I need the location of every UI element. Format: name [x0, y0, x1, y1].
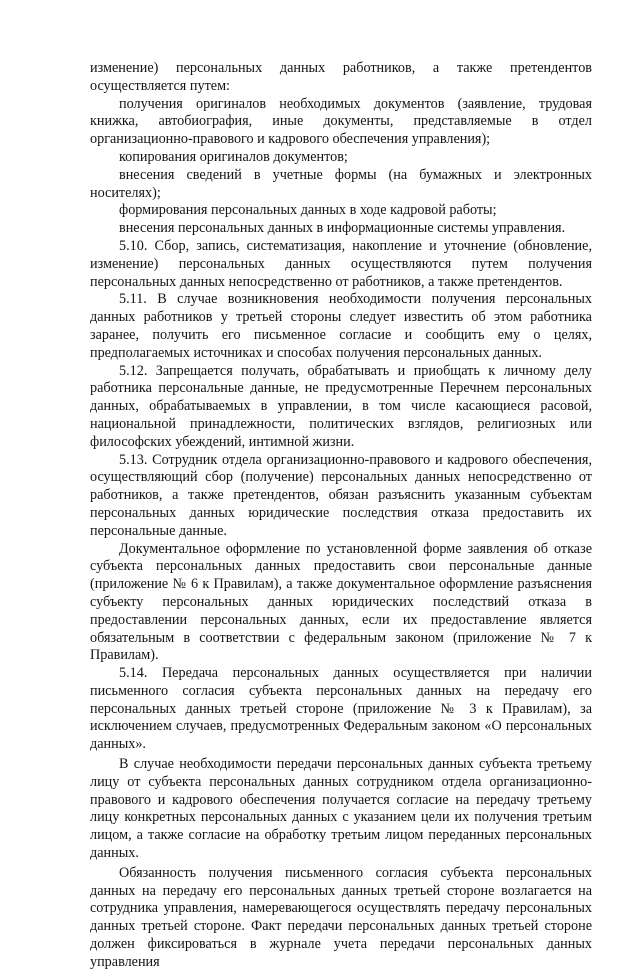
- clause-5-14: 5.14. Передача персональных данных осуществляется при наличии письменного согласия субъекта персональных данных на передачу его персональных данных третьей стороне (приложение № 3 к Правилам), за исключением случаев, предусмотренных Федеральным законом «О персональных данных».: [90, 665, 592, 753]
- list-item-forms: внесения сведений в учетные формы (на бумажных и электронных носителях);: [90, 166, 592, 201]
- list-item-hr-work: формирования персональных данных в ходе кадровой работы;: [119, 202, 497, 219]
- clause-5-10: 5.10. Сбор, запись, систематизация, накопление и уточнение (обновление, изменение) персональных данных осуществляются путем получения персональных данных непосредственно от работников, а также претендентов.: [90, 237, 592, 290]
- paragraph-continuation: изменение) персональных данных работников, а также претендентов осуществляется путем:: [90, 60, 592, 94]
- paragraph-documentation: Документальное оформление по установленной форме заявления об отказе субъекта персональных данных предоставить свои персональные данные (приложение № 6 к Правилам), а также документальное оформление разъяснения субъекту персональных данных юридических последствий отказа в предоставлении персональных данных, если их предоставление является обязательным в соответствии с федеральным законом (приложение № 7 к Правилам).: [90, 540, 592, 664]
- list-item-info-systems: внесения персональных данных в информационные системы управления.: [119, 220, 566, 237]
- list-item-originals: получения оригиналов необходимых документов (заявление, трудовая книжка, автобиография, иные документы, представляемые в отдел организационно-правового и кадрового обеспечения управления);: [90, 95, 592, 148]
- paragraph-consent-obligation: Обязанность получения письменного согласия субъекта персональных данных на передачу его персональных данных третьей стороне возлагается на сотрудника управления, намеревающегося осуществлять передачу персональных данных третьей стороне. Факт передачи персональных данных третьей стороне должен фиксироваться в журнале учета передачи персональных данных управления: [90, 864, 592, 970]
- clause-5-12: 5.12. Запрещается получать, обрабатывать и приобщать к личному делу работника персональные данные, не предусмотренные Перечнем персональных данных, обрабатываемых в управлении, в том числе касающиеся расовой, национальной принадлежности, политических взглядов, религиозных или философских убеждений, интимной жизни.: [90, 362, 592, 450]
- paragraph-third-party-transfer: В случае необходимости передачи персональных данных субъекта третьему лицу от субъекта персональных данных сотрудником отдела организационно-правового и кадрового обеспечения получается согласие на передачу третьему лицу конкретных персональных данных с указанием цели их получения третьим лицом, а также согласие на обработку третьим лицом переданных персональных данных.: [90, 756, 592, 862]
- clause-5-11: 5.11. В случае возникновения необходимости получения персональных данных работников у третьей стороны следует известить об этом работника заранее, получить его письменное согласие и сообщить ему о целях, предполагаемых источниках и способах получения персональных данных.: [90, 291, 592, 361]
- document-page: [90, 60, 592, 972]
- list-item-copying: копирования оригиналов документов;: [119, 148, 348, 165]
- clause-5-13: 5.13. Сотрудник отдела организационно-правового и кадрового обеспечения, осуществляющий сбор (получение) персональных данных непосредственно от работников, а также претендентов, обязан разъяснить указанным субъектам персональных данных юридические последствия отказа предоставить их персональные данные.: [90, 451, 592, 539]
